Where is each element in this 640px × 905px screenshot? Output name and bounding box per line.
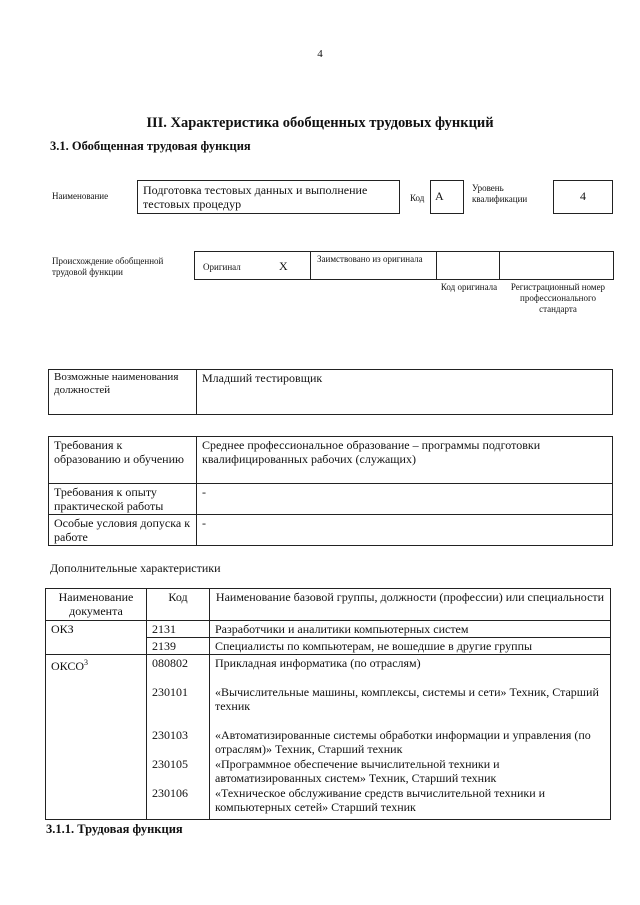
- code-box: [430, 180, 464, 214]
- okso-name: «Программное обеспечение вычислительной техники и автоматизированных систем» Техник, Старший техник: [215, 757, 500, 785]
- okso-code: 230101: [152, 685, 188, 699]
- okso-label: ОКСО: [51, 659, 85, 673]
- positions-label: Возможные наименования должностей: [49, 370, 197, 415]
- req-conditions-label: Особые условия допуска к работе: [49, 515, 197, 546]
- level-label: Уровень квалификации: [472, 183, 528, 204]
- req-education-label: Требования к образованию и обучению: [49, 437, 197, 484]
- code-label: Код: [410, 193, 425, 203]
- req-experience-label: Требования к опыту практической работы: [49, 484, 197, 515]
- req-education-value: Среднее профессиональное образование – программы подготовки квалифицированных рабочих (служащих): [197, 437, 613, 484]
- okz-label: ОКЗ: [46, 621, 147, 655]
- okso-code: 230106: [152, 786, 188, 800]
- okso-footnote-mark: 3: [84, 658, 89, 667]
- okso-code: 230105: [152, 757, 188, 771]
- okso-name: «Автоматизированные системы обработки информации и управления (по отраслям)» Техник, Старший техник: [215, 728, 591, 756]
- section-title: III. Характеристика обобщенных трудовых функций: [146, 115, 494, 131]
- requirements-table: [48, 436, 613, 546]
- code-original-caption: Код оригинала: [440, 282, 498, 292]
- code-value: А: [435, 189, 444, 203]
- okso-name: Прикладная информатика (по отраслям): [215, 656, 421, 670]
- borrowed-label: Заимствовано из оригинала: [317, 254, 423, 264]
- okz-name: Специалисты по компьютерам, не вошедшие в другие группы: [210, 638, 611, 655]
- original-label: Оригинал: [203, 262, 241, 272]
- function-name-value: Подготовка тестовых данных и выполнение тестовых процедур: [143, 183, 368, 211]
- function-name-box: [137, 180, 400, 214]
- reg-number-caption: Регистрационный номер профессионального стандарта: [510, 282, 606, 314]
- additional-table: [45, 588, 611, 820]
- okz-name: Разработчики и аналитики компьютерных систем: [210, 621, 611, 638]
- okso-codes-cell: [147, 655, 210, 820]
- positions-value: Младший тестировщик: [197, 370, 613, 415]
- origin-label: Происхождение обобщенной трудовой функции: [52, 256, 164, 277]
- col-header-name: Наименование базовой группы, должности (профессии) или специальности: [210, 589, 611, 621]
- name-label: Наименование: [52, 191, 109, 201]
- original-mark: X: [279, 259, 288, 273]
- next-section-title: 3.1.1. Трудовая функция: [46, 822, 183, 836]
- col-header-code: Код: [147, 589, 210, 621]
- positions-table: [48, 369, 613, 415]
- okz-code: 2131: [147, 621, 210, 638]
- req-conditions-value: -: [197, 515, 613, 546]
- okso-code: 080802: [152, 656, 188, 670]
- col-header-document: Наименование документа: [46, 589, 147, 621]
- req-experience-value: -: [197, 484, 613, 515]
- level-value: 4: [580, 189, 586, 203]
- okso-code: 230103: [152, 728, 188, 742]
- level-box: [553, 180, 613, 214]
- additional-title: Дополнительные характеристики: [50, 561, 221, 575]
- okz-code: 2139: [147, 638, 210, 655]
- okso-cell: [46, 655, 147, 820]
- okso-names-cell: [210, 655, 611, 820]
- okso-name: «Техническое обслуживание средств вычислительной техники и компьютерных сетей» Старший техник: [215, 786, 546, 814]
- subsection-title: 3.1. Обобщенная трудовая функция: [50, 139, 251, 153]
- origin-box: [194, 251, 614, 280]
- okso-name: «Вычислительные машины, комплексы, системы и сети» Техник, Старший техник: [215, 685, 599, 713]
- page-number: 4: [317, 48, 323, 60]
